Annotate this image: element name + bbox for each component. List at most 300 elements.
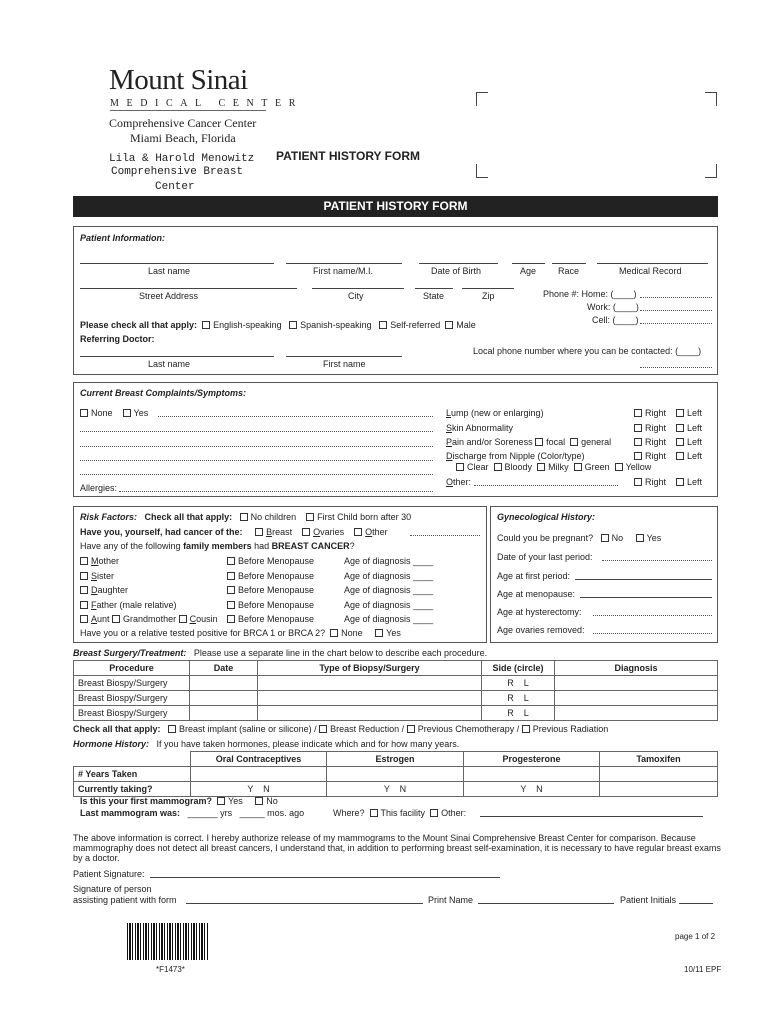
surgery-date-cell[interactable] (190, 706, 258, 721)
gyn-label: Gynecological History: (497, 512, 596, 522)
surgery-col-diagnosis: Diagnosis (555, 661, 718, 676)
own-other-field[interactable] (410, 535, 480, 536)
dob-label: Date of Birth (431, 266, 482, 276)
pain-label (446, 437, 611, 447)
pain-left-checkbox[interactable] (676, 438, 684, 446)
surgery-diagnosis-cell[interactable] (555, 676, 718, 691)
phone-work-field[interactable] (640, 310, 712, 311)
family-q-3: had (251, 541, 272, 551)
milky-label: Milky (548, 462, 569, 472)
dob-field[interactable] (419, 263, 498, 264)
side-lump (634, 408, 702, 418)
table-row (74, 782, 718, 797)
risk-row-1 (80, 512, 411, 522)
mother-meno-checkbox[interactable] (227, 557, 235, 565)
own-breast-checkbox[interactable] (255, 528, 263, 536)
center-line-2: Miami Beach, Florida (130, 131, 236, 145)
complaint-line-2[interactable] (80, 431, 433, 432)
center-line-5: Center (155, 181, 195, 193)
chemo-label: Previous Chemotherapy / (417, 724, 520, 734)
surgery-procedure-cell: Breast Biospy/Surgery (74, 706, 190, 721)
pain-right-checkbox[interactable] (634, 438, 642, 446)
language-row (80, 320, 476, 330)
ovaries-removed-label: Age ovaries removed: (497, 625, 585, 635)
cousin-initial: C (189, 614, 197, 624)
aunt-label: unt (97, 614, 110, 624)
estrogen-current-cell[interactable]: Y N (327, 782, 464, 797)
general-checkbox[interactable] (570, 438, 578, 446)
risk-check-all: Check all that apply: (144, 512, 233, 522)
discharge-initial: D (446, 451, 453, 461)
table-row (74, 767, 718, 782)
meno-4 (227, 600, 314, 610)
ref-first-label: First name (323, 359, 366, 369)
oral-years-cell[interactable] (191, 767, 327, 782)
complaint-line-1[interactable] (158, 416, 433, 417)
patient-signature-label: Patient Signature: (73, 869, 145, 879)
complaints-label: Current Breast Complaints/Symptoms: (80, 388, 247, 398)
age-dx-1[interactable]: Age of diagnosis ____ (344, 556, 434, 566)
surgery-procedure-cell: Breast Biospy/Surgery (74, 676, 190, 691)
other-complaint-field[interactable] (474, 485, 618, 486)
check-all-label: Please check all that apply: (80, 320, 198, 330)
aunt-checkbox[interactable] (80, 615, 88, 623)
tamoxifen-current-cell[interactable] (600, 782, 718, 797)
first-mammo-no-label: No (266, 796, 278, 806)
hormone-col-blank (74, 752, 191, 767)
surgery-table (73, 660, 718, 721)
father-label: ather (male relative) (96, 600, 177, 610)
surgery-col-type: Type of Biopsy/Surgery (258, 661, 482, 676)
allergies-field[interactable] (119, 491, 433, 492)
meno-5 (227, 614, 314, 624)
title-bar-text: PATIENT HISTORY FORM (323, 199, 468, 213)
discharge-right-checkbox[interactable] (634, 452, 642, 460)
pain-left-label: Left (687, 437, 703, 447)
own-breast-label: reast (272, 527, 293, 537)
age-label: Age (520, 266, 537, 276)
first-mammo-question: Is this your first mammogram? (80, 796, 213, 806)
zip-label: Zip (482, 291, 495, 301)
bloody-checkbox[interactable] (494, 463, 502, 471)
brca-question: Have you or a relative tested positive for BRCA 1 or BRCA 2? (80, 628, 326, 638)
skin-label (446, 423, 513, 433)
surgery-type-cell[interactable] (258, 706, 482, 721)
family-q-5: ? (349, 541, 355, 551)
first-child-checkbox[interactable] (306, 513, 314, 521)
other-left-checkbox[interactable] (676, 478, 684, 486)
phone-home-field[interactable] (640, 297, 712, 298)
own-other-label: ther (372, 527, 388, 537)
spanish-checkbox[interactable] (289, 321, 297, 329)
skin-left-checkbox[interactable] (676, 424, 684, 432)
mother-label: other (98, 556, 120, 566)
hormone-note: If you have taken hormones, please indicate which and for how many years. (156, 739, 460, 749)
other-text: ther: (453, 477, 472, 487)
aunt-initial: A (91, 614, 98, 624)
center-line-4: Comprehensive Breast (111, 166, 244, 178)
pain-right-label: Right (645, 437, 667, 447)
zip-field[interactable] (462, 288, 514, 289)
own-ovaries-initial: O (313, 527, 321, 537)
daughter-meno-label: Before Menopause (238, 585, 315, 595)
discharge-colors (456, 462, 651, 472)
address-window-corner-bl (476, 164, 488, 178)
sister-checkbox[interactable] (80, 572, 88, 580)
print-name-field[interactable] (478, 903, 614, 904)
first-child-label: First Child born after 30 (317, 512, 412, 522)
side-skin (634, 423, 702, 433)
risk-row-2 (80, 527, 388, 537)
yellow-label: Yellow (625, 462, 652, 472)
milky-checkbox[interactable] (537, 463, 545, 471)
own-other-initial: O (365, 527, 373, 537)
assistant-signature-label-1: Signature of person (73, 884, 152, 894)
surgery-type-cell[interactable] (258, 676, 482, 691)
surgery-col-date: Date (190, 661, 258, 676)
hormone-col-estrogen: Estrogen (327, 752, 464, 767)
medical-record-field[interactable] (597, 263, 708, 264)
brca-yes-checkbox[interactable] (375, 629, 383, 637)
last-period-field[interactable] (602, 560, 712, 561)
assistant-signature-label-2: assisting patient with form (73, 895, 177, 905)
oral-current-cell[interactable]: Y N (191, 782, 327, 797)
chemo-checkbox[interactable] (407, 725, 415, 733)
brca-none-label: None (341, 628, 363, 638)
allergies-label: Allergies: (80, 483, 118, 493)
lump-right-label: Right (645, 408, 667, 418)
mammo-where-row (333, 808, 466, 818)
first-mammo-row (80, 796, 278, 806)
other-left-label: Left (687, 477, 703, 487)
risk-label: Risk Factors: (80, 512, 138, 522)
surgery-date-cell[interactable] (190, 691, 258, 706)
brca-none-checkbox[interactable] (330, 629, 338, 637)
english-checkbox[interactable] (202, 321, 210, 329)
where-label: Where? (333, 808, 365, 818)
daughter-meno-checkbox[interactable] (227, 586, 235, 594)
mammo-years[interactable]: ______ yrs (187, 808, 233, 818)
surgery-side-cell[interactable]: R L (482, 676, 555, 691)
male-checkbox[interactable] (445, 321, 453, 329)
pregnant-no-checkbox[interactable] (601, 534, 609, 542)
barcode-text: *F1473* (156, 965, 185, 974)
logo-subtitle: MEDICAL CENTER (110, 98, 303, 109)
table-row (74, 676, 718, 691)
lump-left-label: Left (687, 408, 703, 418)
own-other-checkbox[interactable] (354, 528, 362, 536)
grandmother-checkbox[interactable] (112, 615, 120, 623)
surgery-label: Breast Surgery/Treatment: (73, 648, 187, 658)
lump-initial: L (446, 408, 452, 418)
table-row (74, 691, 718, 706)
own-ovaries-label: varies (320, 527, 345, 537)
street-label: Street Address (139, 291, 199, 301)
first-mammo-yes-checkbox[interactable] (217, 797, 225, 805)
father-row (80, 600, 177, 610)
years-taken-label: # Years Taken (74, 767, 191, 782)
street-field[interactable] (80, 288, 297, 289)
side-pain (634, 437, 702, 447)
progesterone-current-cell[interactable]: Y N (464, 782, 600, 797)
brca-yes-label: Yes (386, 628, 401, 638)
mammo-months[interactable]: _____ mos. ago (239, 808, 305, 818)
first-name-label: First name/M.I. (313, 266, 374, 276)
lump-left-checkbox[interactable] (676, 409, 684, 417)
discharge-left-checkbox[interactable] (676, 452, 684, 460)
age-dx-5[interactable]: Age of diagnosis ____ (344, 614, 434, 624)
last-mammo-label: Last mammogram was: (80, 808, 181, 818)
family-q-1: Have any of the following (80, 541, 184, 551)
side-discharge (634, 451, 702, 461)
other-right-label: Right (645, 477, 667, 487)
last-period-label: Date of your last period: (497, 552, 593, 562)
radiation-checkbox[interactable] (522, 725, 530, 733)
no-children-checkbox[interactable] (240, 513, 248, 521)
no-children-label: No children (250, 512, 297, 522)
sister-row (80, 571, 114, 581)
meno-2 (227, 571, 314, 581)
family-question (80, 541, 355, 551)
city-label: City (348, 291, 364, 301)
reduction-checkbox[interactable] (319, 725, 327, 733)
page-number: page 1 of 2 (675, 932, 716, 941)
estrogen-years-cell[interactable] (327, 767, 464, 782)
pregnant-question: Could you be pregnant? (497, 533, 594, 543)
general-label: general (581, 437, 612, 447)
ovaries-removed-field[interactable] (593, 633, 712, 634)
center-line-3: Lila & Harold Menowitz (109, 153, 255, 165)
mother-initial: M (91, 556, 99, 566)
age-dx-4[interactable]: Age of diagnosis ____ (344, 600, 434, 610)
own-breast-initial: B (266, 527, 273, 537)
sister-meno-checkbox[interactable] (227, 572, 235, 580)
sister-initial: S (91, 571, 98, 581)
table-row (74, 706, 718, 721)
surgery-side-cell[interactable]: R L (482, 706, 555, 721)
currently-taking-label: Currently taking? (74, 782, 191, 797)
daughter-checkbox[interactable] (80, 586, 88, 594)
this-facility-checkbox[interactable] (370, 809, 378, 817)
aunt-row (80, 614, 218, 624)
state-field[interactable] (415, 288, 453, 289)
family-q-4: BREAST CANCER (271, 541, 350, 551)
grandmother-label: Grandmother (123, 614, 177, 624)
focal-checkbox[interactable] (535, 438, 543, 446)
english-label: English-speaking (213, 320, 282, 330)
initials-label: Patient Initials (620, 895, 677, 905)
first-period-field[interactable] (575, 579, 712, 580)
last-name-field[interactable] (80, 263, 274, 264)
daughter-label: aughter (97, 585, 129, 595)
mother-meno-label: Before Menopause (238, 556, 315, 566)
discharge-left-label: Left (687, 451, 703, 461)
other-right-checkbox[interactable] (634, 478, 642, 486)
first-name-field[interactable] (286, 263, 402, 264)
referring-doctor-label: Referring Doctor: (80, 334, 155, 344)
surgery-side-cell[interactable]: R L (482, 691, 555, 706)
surgery-type-cell[interactable] (258, 691, 482, 706)
surgery-col-side: Side (circle) (482, 661, 555, 676)
address-window-corner-br (705, 164, 717, 178)
green-label: Green (584, 462, 610, 472)
discharge-text: ischarge from Nipple (Color/type) (452, 451, 585, 461)
hormone-table (73, 751, 718, 797)
complaint-yes-label: Yes (133, 408, 149, 418)
daughter-row (80, 585, 128, 595)
logo-rule (110, 110, 266, 111)
family-q-2: family members (183, 541, 252, 551)
phone-cell-label: Cell: (____) (592, 315, 639, 325)
pain-initial: P (446, 437, 453, 447)
pregnant-no-label: No (611, 533, 624, 543)
had-cancer-label: Have you, yourself, had cancer of the: (80, 527, 243, 537)
aunt-meno-checkbox[interactable] (227, 615, 235, 623)
male-label: Male (456, 320, 476, 330)
phone-work-label: Work: (____) (587, 302, 639, 312)
surgery-diagnosis-cell[interactable] (555, 691, 718, 706)
city-field[interactable] (312, 288, 404, 289)
skin-text: kin Abnormality (452, 423, 514, 433)
tamoxifen-years-cell[interactable] (600, 767, 718, 782)
treatment-check-label: Check all that apply: (73, 724, 161, 734)
yellow-checkbox[interactable] (615, 463, 623, 471)
side-other (634, 477, 702, 487)
brca-row (80, 628, 401, 638)
pregnant-row (497, 533, 661, 543)
surgery-note: Please use a separate line in the chart below to describe each procedure. (193, 648, 488, 658)
complaint-line-5[interactable] (80, 474, 433, 475)
treatment-check-row (73, 724, 608, 734)
complaint-line-4[interactable] (80, 460, 433, 461)
patient-info-label: Patient Information: (80, 233, 165, 243)
surgery-date-cell[interactable] (190, 676, 258, 691)
complaint-none-label: None (91, 408, 113, 418)
assistant-signature-field[interactable] (186, 903, 423, 904)
age-field[interactable] (512, 263, 545, 264)
clear-checkbox[interactable] (456, 463, 464, 471)
sister-meno-label: Before Menopause (238, 571, 315, 581)
other-facility-checkbox[interactable] (430, 809, 438, 817)
state-label: State (423, 291, 445, 301)
first-period-label: Age at first period: (497, 571, 571, 581)
logo-name: Mount Sinai (109, 64, 248, 96)
pain-text: ain and/or Soreness (452, 437, 533, 447)
none-yes-row (80, 408, 148, 418)
implant-label: Breast implant (saline or silicone) / (179, 724, 317, 734)
pregnant-yes-label: Yes (646, 533, 662, 543)
progesterone-years-cell[interactable] (464, 767, 600, 782)
cousin-checkbox[interactable] (179, 615, 187, 623)
father-initial: F (91, 600, 97, 610)
pregnant-yes-checkbox[interactable] (636, 534, 644, 542)
skin-left-label: Left (687, 423, 703, 433)
father-checkbox[interactable] (80, 601, 88, 609)
revision: 10/11 EPF (684, 965, 722, 974)
self-referred-checkbox[interactable] (379, 321, 387, 329)
reduction-label: Breast Reduction / (330, 724, 405, 734)
other-facility-field[interactable] (480, 816, 703, 817)
address-window-corner-tl (476, 92, 488, 106)
bloody-label: Bloody (504, 462, 533, 472)
local-phone-label: Local phone number where you can be contacted: (____) (473, 346, 702, 356)
phone-home-label: Phone #: Home: (____) (543, 289, 637, 299)
father-meno-checkbox[interactable] (227, 601, 235, 609)
local-phone-field[interactable] (640, 367, 712, 368)
complaint-none-checkbox[interactable] (80, 409, 88, 417)
surgery-col-procedure: Procedure (74, 661, 190, 676)
lump-text: ump (new or enlarging) (451, 408, 544, 418)
lump-right-checkbox[interactable] (634, 409, 642, 417)
hormone-label: Hormone History: (73, 739, 150, 749)
spanish-label: Spanish-speaking (300, 320, 372, 330)
hormone-header-row (74, 752, 718, 767)
ref-last-label: Last name (148, 359, 191, 369)
ref-first-field[interactable] (286, 356, 402, 357)
self-referred-label: Self-referred (390, 320, 441, 330)
this-facility-label: This facility (380, 808, 426, 818)
complaint-yes-checkbox[interactable] (123, 409, 131, 417)
focal-label: focal (546, 437, 566, 447)
medical-record-label: Medical Record (619, 266, 682, 276)
hormone-col-progesterone: Progesterone (464, 752, 600, 767)
implant-checkbox[interactable] (168, 725, 176, 733)
hysterectomy-field[interactable] (593, 615, 712, 616)
cousin-label: ousin (196, 614, 218, 624)
initials-field[interactable] (679, 903, 713, 904)
age-dx-3[interactable]: Age of diagnosis ____ (344, 585, 434, 595)
menopause-label: Age at menopause: (497, 589, 576, 599)
consent-text: The above information is correct. I hereby authorize release of my mammograms to the Mount Sinai Comprehensive Breast Center for comparison. Because mammography does not detect all breast cancers, I understand that, in addition to performing breast self-examination, it is necessary to have regular breast exams by a doctor. (73, 833, 721, 863)
discharge-right-label: Right (645, 451, 667, 461)
meno-1 (227, 556, 314, 566)
discharge-label (446, 451, 585, 461)
first-mammo-yes-label: Yes (228, 796, 243, 806)
father-meno-label: Before Menopause (238, 600, 315, 610)
surgery-heading (73, 648, 487, 658)
surgery-procedure-cell: Breast Biospy/Surgery (74, 691, 190, 706)
other-initial: O (446, 477, 454, 487)
phone-cell-field[interactable] (640, 323, 712, 324)
daughter-initial: D (91, 585, 98, 595)
green-checkbox[interactable] (574, 463, 582, 471)
address-window-corner-tr (705, 92, 717, 106)
mother-checkbox[interactable] (80, 557, 88, 565)
race-field[interactable] (552, 263, 586, 264)
skin-initial: S (446, 423, 453, 433)
radiation-label: Previous Radiation (532, 724, 609, 734)
ref-last-field[interactable] (80, 356, 274, 357)
skin-right-checkbox[interactable] (634, 424, 642, 432)
mother-row (80, 556, 119, 566)
other-facility-label: Other: (441, 808, 467, 818)
title-bar (73, 196, 718, 217)
complaint-line-3[interactable] (80, 446, 433, 447)
patient-signature-field[interactable] (150, 877, 500, 878)
own-ovaries-checkbox[interactable] (302, 528, 310, 536)
menopause-field[interactable] (580, 597, 712, 598)
hysterectomy-label: Age at hysterectomy: (497, 607, 582, 617)
form-title: PATIENT HISTORY FORM (276, 149, 421, 163)
complaints-section (73, 382, 718, 497)
age-dx-2[interactable]: Age of diagnosis ____ (344, 571, 434, 581)
barcode (127, 923, 209, 960)
meno-3 (227, 585, 314, 595)
first-mammo-no-checkbox[interactable] (255, 797, 263, 805)
skin-right-label: Right (645, 423, 667, 433)
hormone-heading (73, 739, 459, 749)
surgery-diagnosis-cell[interactable] (555, 706, 718, 721)
